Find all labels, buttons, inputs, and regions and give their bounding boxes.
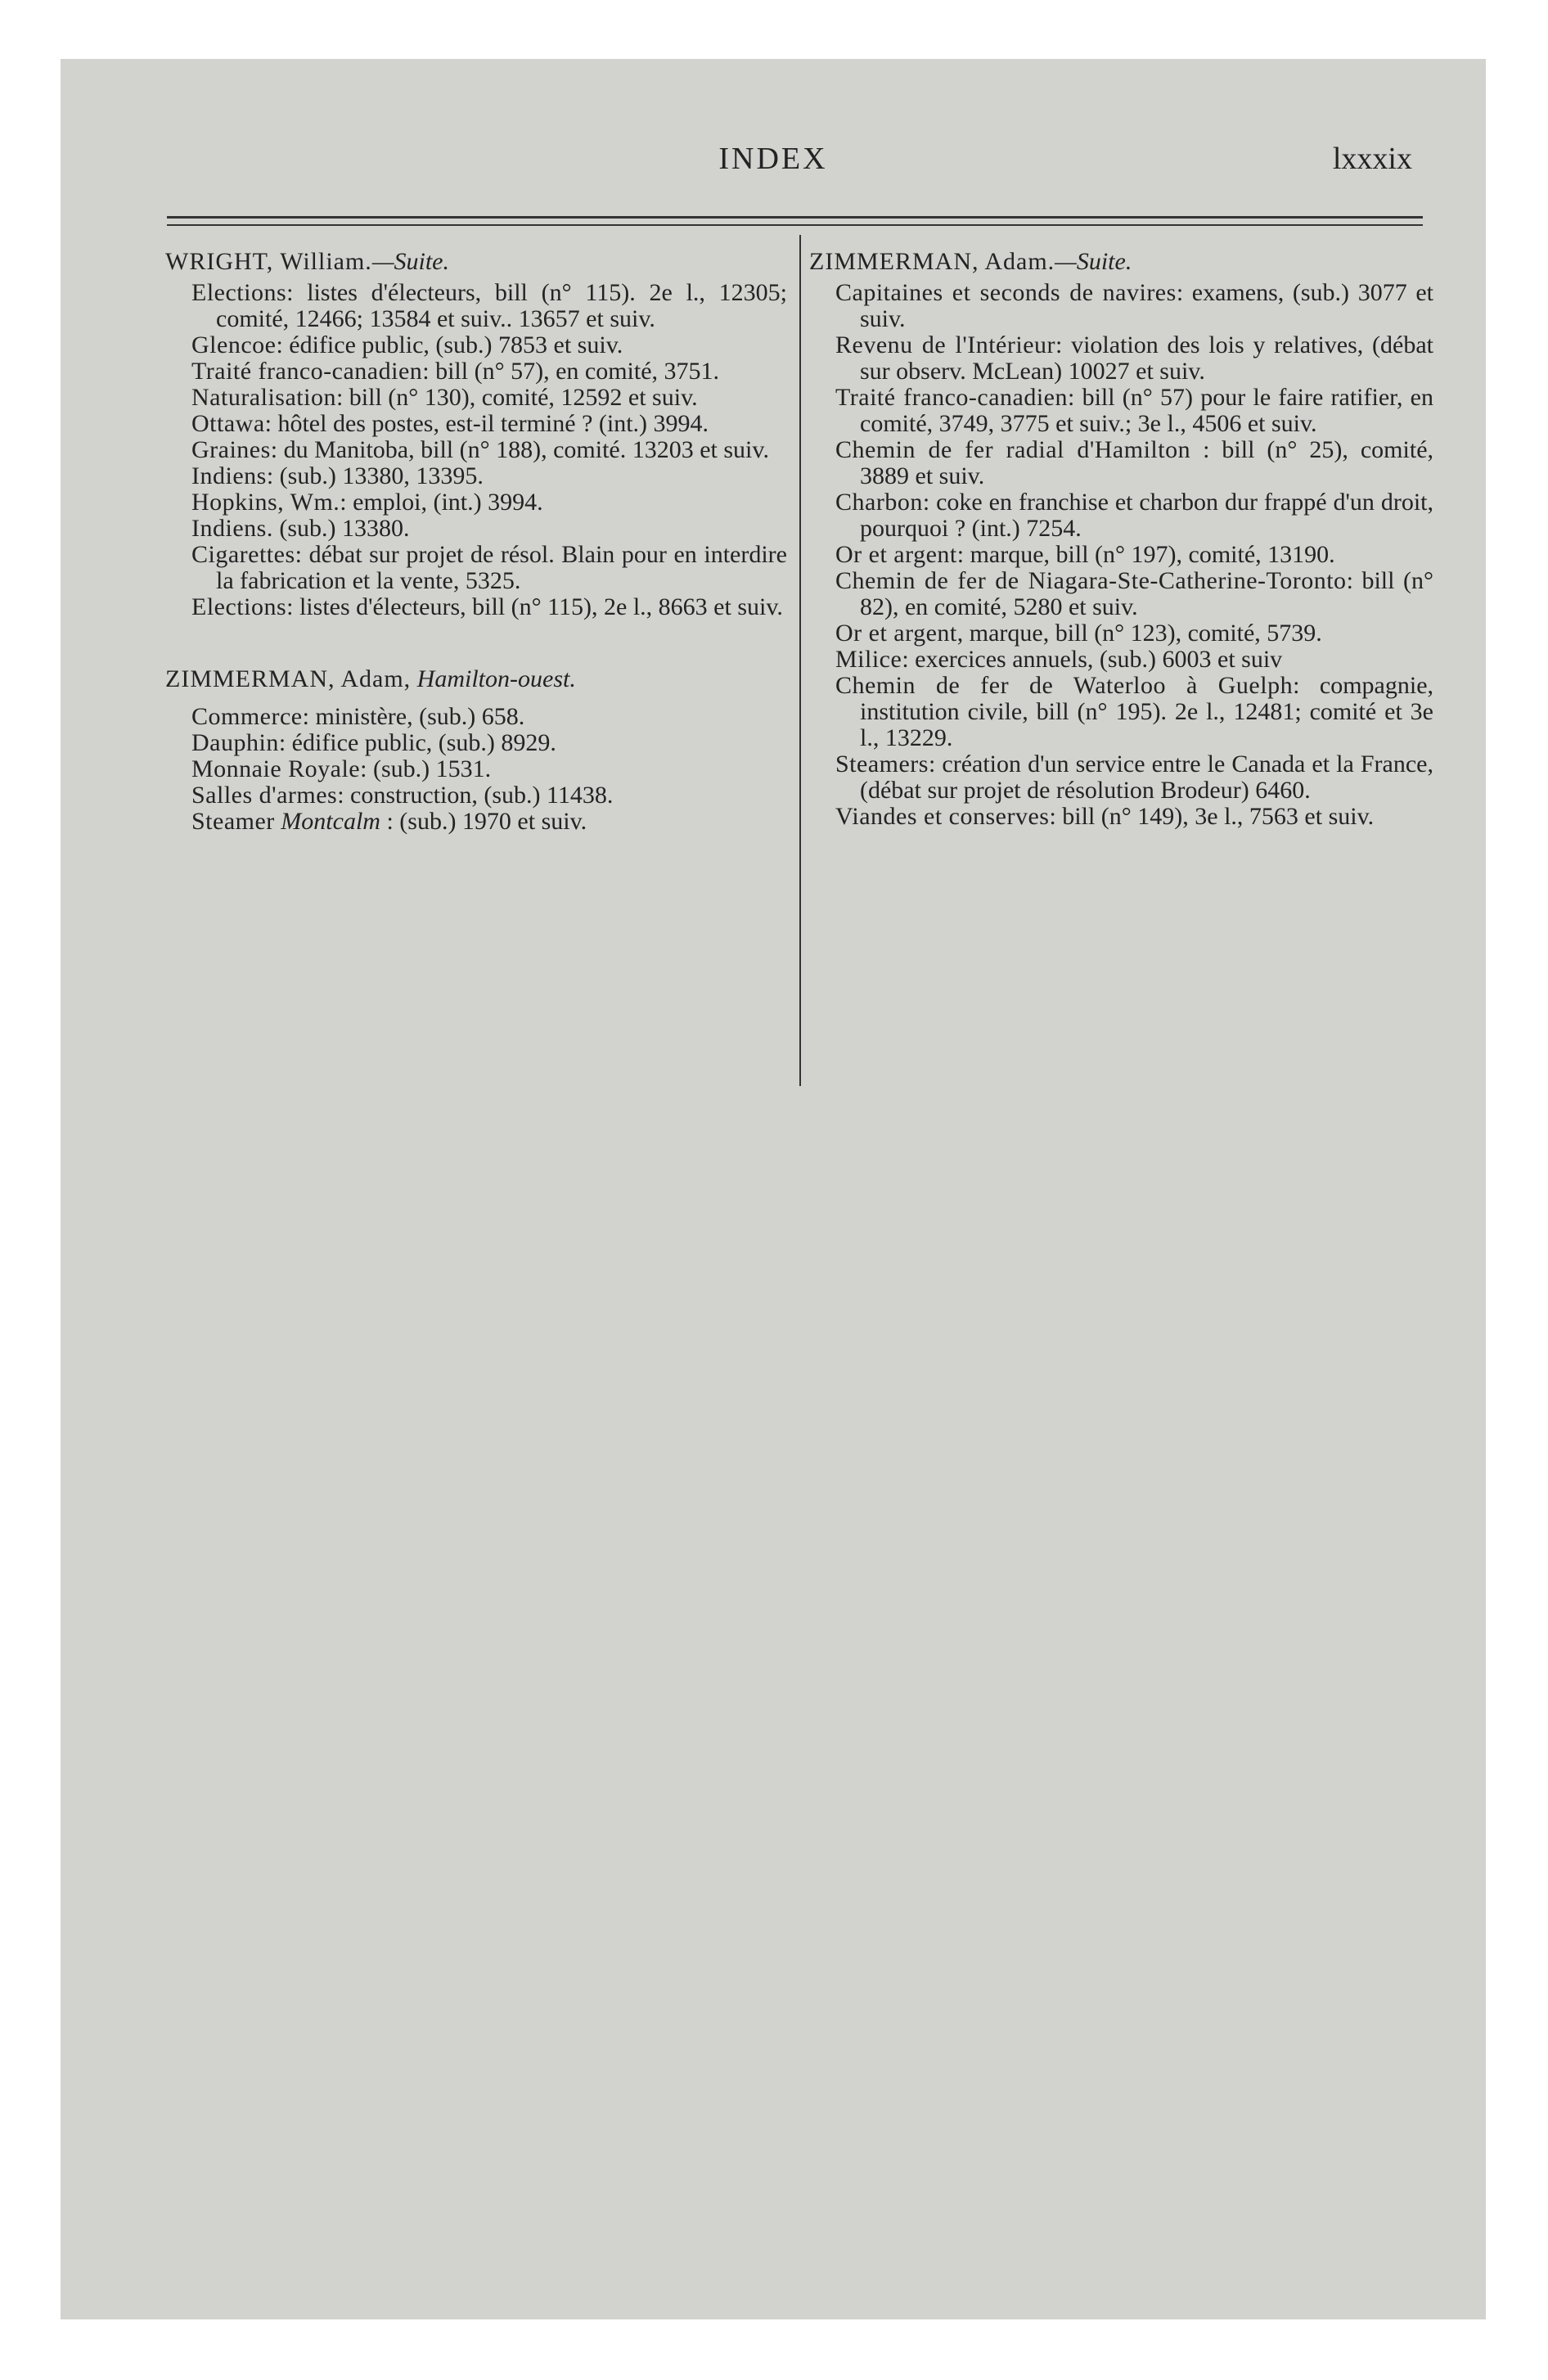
entry-text: : coke en franchise et charbon dur frappé d'un droit, pourquoi ? (int.) 7254. — [860, 489, 1433, 542]
index-entry — [165, 704, 787, 730]
entry-text: : listes d'électeurs, bill (n° 115). 2e l., 12305; comité, 12466; 13584 et suiv.. 13657 et suiv. — [216, 279, 787, 332]
entry-label: Or et argent — [835, 620, 957, 647]
entry-text: : bill (n° 57) pour le faire ratifier, en comité, 3749, 3775 et suiv.; 3e l., 4506 et suiv. — [860, 384, 1433, 437]
entry-text: : examens, (sub.) 3077 et suiv. — [860, 279, 1433, 332]
index-entry — [809, 751, 1433, 804]
right-column — [809, 249, 1433, 830]
entry-text: : construction, (sub.) 11438. — [337, 782, 614, 809]
entry-label: Commerce — [191, 703, 303, 730]
entry-label: Steamer — [191, 808, 275, 835]
entry-text: : hôtel des postes, est-il terminé ? (int.) 3994. — [264, 410, 709, 437]
entry-text: : édifice public, (sub.) 8929. — [278, 729, 556, 756]
entry-heading-suffix: —Suite. — [1055, 248, 1132, 275]
entry-heading-name: WRIGHT, William. — [165, 248, 372, 275]
entry-label: Indiens — [191, 462, 267, 489]
entry-label: Milice — [835, 646, 902, 673]
index-entry — [165, 809, 787, 835]
index-entry — [809, 673, 1433, 751]
index-entry — [809, 620, 1433, 647]
index-entry — [809, 647, 1433, 673]
entry-ship-title: Montcalm — [281, 808, 380, 835]
entry-label: Traité franco-canadien — [191, 358, 423, 385]
entry-label: Chemin de fer de Waterloo à Guelph — [835, 672, 1294, 699]
index-entry — [809, 280, 1433, 332]
entry-heading-name: ZIMMERMAN, Adam. — [809, 248, 1055, 275]
index-entry — [165, 411, 787, 437]
entry-label: Glencoe — [191, 331, 277, 358]
column-divider — [799, 235, 801, 1086]
index-entry — [809, 542, 1433, 568]
entry-text: : (sub.) 1531. — [360, 755, 492, 782]
entry-heading-suffix: —Suite. — [371, 248, 449, 275]
entry-text: : édifice public, (sub.) 7853 et suiv. — [276, 331, 623, 358]
entry-label: Graines — [191, 436, 271, 463]
entry-text: : emploi, (int.) 3994. — [340, 489, 543, 516]
index-entry — [809, 437, 1433, 489]
entry-label: Traité franco-canadien — [835, 384, 1068, 411]
entry-label: Or et argent — [835, 541, 957, 568]
entry-heading-zimmerman — [165, 666, 787, 692]
entry-text: : bill (n° 130), comité, 12592 et suiv. — [335, 384, 698, 411]
entry-label: Viandes et conserves — [835, 803, 1050, 830]
entry-text: : bill (n° 57), en comité, 3751. — [422, 358, 720, 385]
entry-label: Steamers — [835, 751, 929, 778]
entry-list-zimmerman-suite — [809, 280, 1433, 830]
index-entry — [165, 756, 787, 782]
index-entry — [809, 332, 1433, 385]
entry-label: Dauphin — [191, 729, 279, 756]
entry-label: Chemin de fer de Niagara-Ste-Catherine-Toronto — [835, 567, 1347, 594]
index-entry — [165, 280, 787, 332]
entry-text: : compagnie, institution civile, bill (n° 195). 2e l., 12481; comité et 3e l., 13229. — [860, 672, 1434, 751]
entry-text: : création d'un service entre le Canada et la France, (débat sur projet de résolution Brodeur) 6460. — [860, 751, 1433, 804]
index-entry — [165, 516, 787, 542]
index-entry — [165, 730, 787, 756]
index-entry — [165, 463, 787, 489]
entry-text: : violation des lois y relatives, (débat sur observ. McLean) 10027 et suiv. — [860, 331, 1433, 385]
index-entry — [165, 594, 787, 620]
left-column — [165, 249, 787, 835]
entry-text: : du Manitoba, bill (n° 188), comité. 13203 et suiv. — [270, 436, 769, 463]
entry-text: (sub.) 13380. — [272, 515, 410, 542]
entry-heading-wright — [165, 249, 787, 275]
index-entry — [809, 568, 1433, 620]
index-entry — [165, 332, 787, 358]
entry-label: Hopkins, Wm. — [191, 489, 340, 516]
entry-text: : (sub.) 1970 et suiv. — [380, 808, 587, 835]
header-rule-bottom — [167, 224, 1423, 226]
entry-heading-zimmerman-suite — [809, 249, 1433, 275]
index-entry — [165, 542, 787, 594]
index-page — [61, 59, 1486, 2319]
entry-list-wright — [165, 280, 787, 620]
entry-label: Salles d'armes — [191, 782, 338, 809]
entry-text: : marque, bill (n° 197), comité, 13190. — [956, 541, 1335, 568]
entry-text: : (sub.) 13380, 13395. — [266, 462, 484, 489]
index-entry — [165, 437, 787, 463]
entry-label: Monnaie Royale — [191, 755, 361, 782]
entry-text: : listes d'électeurs, bill (n° 115), 2e l., 8663 et suiv. — [286, 593, 783, 620]
entry-label: Cigarettes — [191, 541, 295, 568]
entry-text: : bill (n° 149), 3e l., 7563 et suiv. — [1049, 803, 1375, 830]
entry-label: Indiens. — [191, 515, 273, 542]
entry-label: Capitaines et seconds de navires — [835, 279, 1177, 306]
entry-label: Ottawa — [191, 410, 265, 437]
entry-text: , marque, bill (n° 123), comité, 5739. — [956, 620, 1322, 647]
entry-heading-name: ZIMMERMAN, Adam, — [165, 665, 412, 692]
entry-text: : ministère, (sub.) 658. — [302, 703, 525, 730]
index-entry — [809, 804, 1433, 830]
entry-label: Chemin de fer radial d'Hamilton — [835, 436, 1191, 463]
entry-text: : exercices annuels, (sub.) 6003 et suiv — [902, 646, 1283, 673]
page-title: INDEX — [718, 142, 828, 176]
index-entry — [809, 489, 1433, 542]
entry-label: Elections — [191, 593, 287, 620]
entry-text: : bill (n° 82), en comité, 5280 et suiv. — [860, 567, 1433, 620]
index-entry — [165, 385, 787, 411]
index-entry — [165, 358, 787, 385]
index-entry — [809, 385, 1433, 437]
entry-list-zimmerman — [165, 704, 787, 835]
entry-text: : débat sur projet de résol. Blain pour en interdire la fabrication et la vente, 5325. — [216, 541, 787, 594]
index-entry — [165, 782, 787, 809]
entry-text: : bill (n° 25), comité, 3889 et suiv. — [860, 436, 1434, 489]
index-entry — [165, 489, 787, 516]
page-number: lxxxix — [1332, 142, 1412, 176]
entry-label: Naturalisation — [191, 384, 336, 411]
entry-label: Charbon — [835, 489, 923, 516]
entry-heading-suffix: Hamilton-ouest. — [416, 665, 576, 692]
header-rule-top — [167, 216, 1423, 219]
entry-label: Elections — [191, 279, 287, 306]
entry-label: Revenu de l'Intérieur — [835, 331, 1055, 358]
